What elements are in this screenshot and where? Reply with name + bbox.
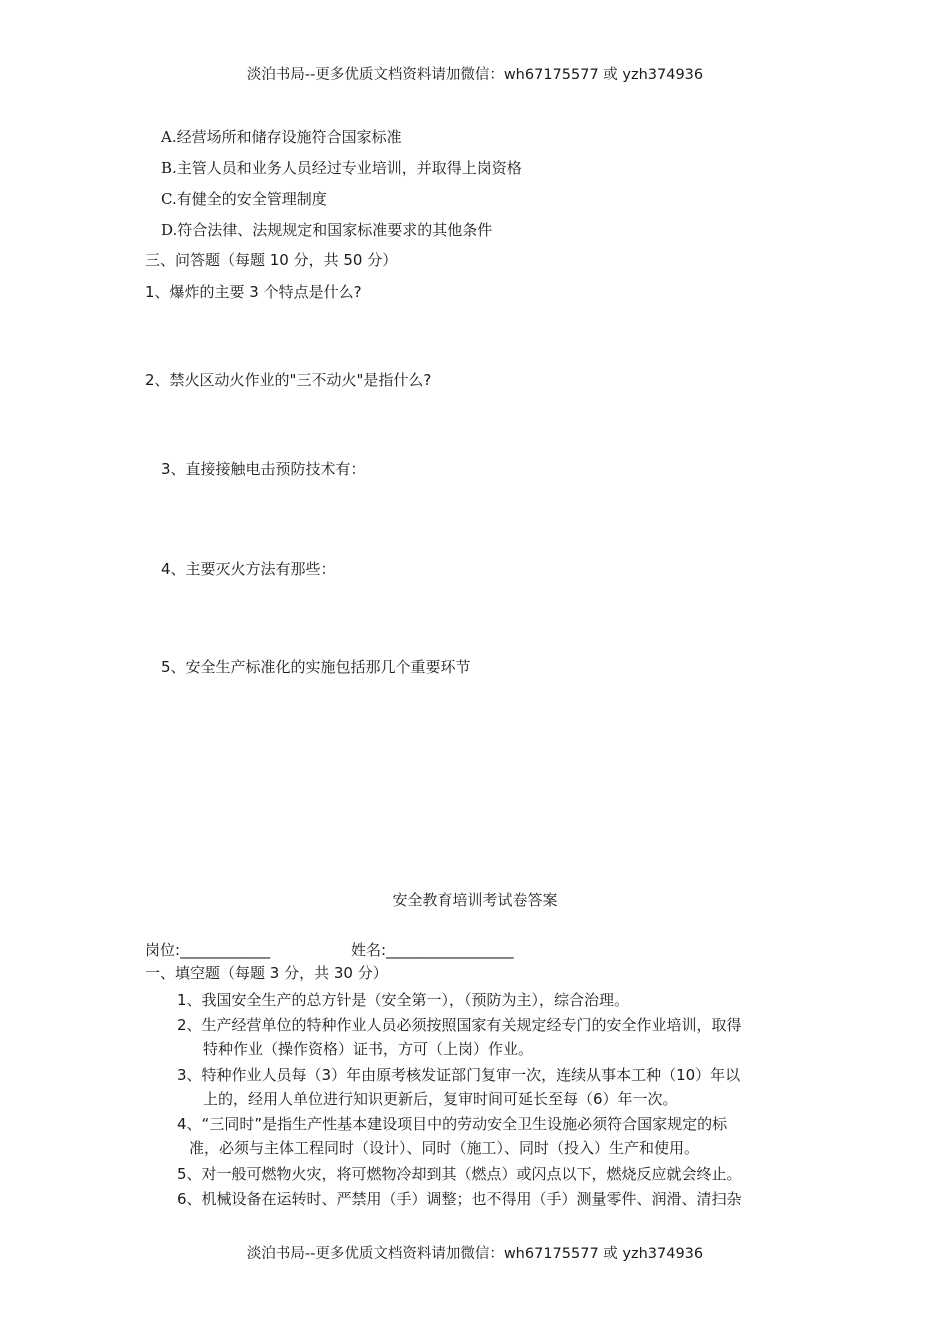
answer-item-4: 4、“三同时”是指生产性基本建设项目中的劳动安全卫生设施必须符合国家规定的标 (177, 1115, 728, 1133)
answer-item-3: 3、特种作业人员每（3）年由原考核发证部门复审一次，连续从事本工种（10）年以 (177, 1066, 741, 1084)
question-4: 4、主要灭火方法有那些： (161, 560, 336, 578)
post-blank: ____________ (180, 941, 271, 959)
answer-item-2-cont: 特种作业（操作资格）证书，方可（上岗）作业。 (203, 1040, 534, 1058)
answer-item-1: 1、我国安全生产的总方针是（安全第一），（预防为主），综合治理。 (177, 991, 630, 1009)
post-label: 岗位: (145, 941, 181, 959)
name-label: 姓名: (351, 941, 387, 959)
question-3: 3、直接接触电击预防技术有： (161, 460, 366, 478)
post-field (145, 941, 270, 959)
option-c: C.有健全的安全管理制度 (161, 190, 327, 208)
question-1: 1、爆炸的主要 3 个特点是什么? (145, 283, 362, 301)
section3-heading: 三、问答题（每题 10 分，共 50 分） (145, 251, 398, 269)
option-d: D.符合法律、法规规定和国家标准要求的其他条件 (161, 221, 493, 239)
answer-item-4-cont: 准，必须与主体工程同时（设计）、同时（施工）、同时（投入）生产和使用。 (189, 1139, 700, 1157)
page-footer: 淡泊书局--更多优质文档资料请加微信：wh67175577 或 yzh374936 (246, 1246, 704, 1262)
question-5: 5、安全生产标准化的实施包括那几个重要环节 (161, 658, 471, 676)
question-2: 2、禁火区动火作业的"三不动火"是指什么? (145, 371, 432, 389)
option-a: A.经营场所和储存设施符合国家标准 (161, 128, 402, 146)
answer-item-3-cont: 上的，经用人单位进行知识更新后，复审时间可延长至每（6）年一次。 (203, 1090, 678, 1108)
section1-heading: 一、填空题（每题 3 分，共 30 分） (145, 964, 388, 982)
name-blank: _________________ (386, 941, 514, 959)
answer-sheet-title: 安全教育培训考试卷答案 (392, 891, 558, 909)
answer-item-6: 6、机械设备在运转时、严禁用（手）调整；也不得用（手）测量零件、润滑、清扫杂 (177, 1190, 742, 1208)
name-field (351, 941, 514, 959)
option-b: B.主管人员和业务人员经过专业培训，并取得上岗资格 (161, 159, 522, 177)
answer-item-2: 2、生产经营单位的特种作业人员必须按照国家有关规定经专门的安全作业培训，取得 (177, 1016, 742, 1034)
answer-item-5: 5、对一般可燃物火灾，将可燃物冷却到其（燃点）或闪点以下，燃烧反应就会终止。 (177, 1165, 742, 1183)
page-header: 淡泊书局--更多优质文档资料请加微信：wh67175577 或 yzh374936 (246, 67, 704, 83)
